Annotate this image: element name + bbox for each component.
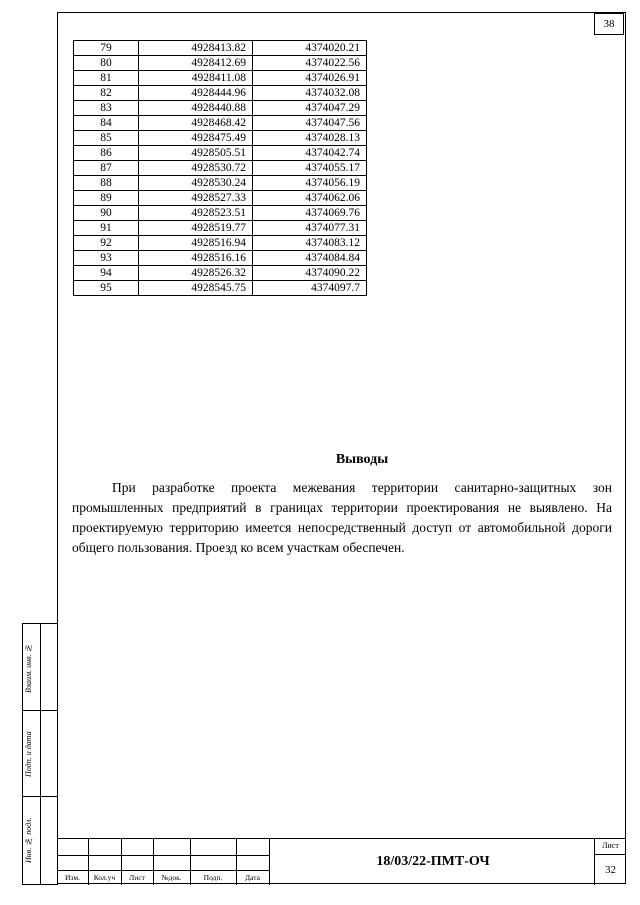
caption-podp: Подп. <box>203 873 223 882</box>
y-coordinate-cell: 4374084.84 <box>253 251 367 266</box>
table-row <box>74 206 367 221</box>
x-coordinate-cell: 4928468.42 <box>139 116 253 131</box>
grid-line <box>57 855 269 856</box>
table-row <box>74 131 367 146</box>
table-row <box>74 221 367 236</box>
table-row <box>74 41 367 56</box>
point-number-cell: 95 <box>74 281 139 296</box>
y-coordinate-cell: 4374083.12 <box>253 236 367 251</box>
table-row <box>74 281 367 296</box>
x-coordinate-cell: 4928505.51 <box>139 146 253 161</box>
side-stamp-divider <box>23 796 57 797</box>
x-coordinate-cell: 4928530.24 <box>139 176 253 191</box>
side-stamp-label-3: Инв. № подл. <box>24 817 33 863</box>
table-row <box>74 161 367 176</box>
sheet-box <box>594 839 626 885</box>
side-stamp <box>22 623 58 885</box>
point-number-cell: 79 <box>74 41 139 56</box>
point-number-cell: 84 <box>74 116 139 131</box>
conclusions-text: При разработке проекта межевания территории санитарно-защитных зон промышленных предприятий в границах территории проектирования не выявлено. На проектируемую территорию имеется непосредственный доступ от автомобильной дороги общего пользования. Проезд ко всем участкам обеспечен. <box>72 480 612 555</box>
y-coordinate-cell: 4374069.76 <box>253 206 367 221</box>
y-coordinate-cell: 4374042.74 <box>253 146 367 161</box>
coordinates-table <box>73 40 367 296</box>
table-row <box>74 146 367 161</box>
side-stamp-divider <box>23 710 57 711</box>
y-coordinate-cell: 4374047.56 <box>253 116 367 131</box>
sheet-label: Лист <box>602 841 619 850</box>
point-number-cell: 82 <box>74 86 139 101</box>
side-stamp-value-column <box>40 624 57 884</box>
x-coordinate-cell: 4928527.33 <box>139 191 253 206</box>
x-coordinate-cell: 4928411.08 <box>139 71 253 86</box>
x-coordinate-cell: 4928519.77 <box>139 221 253 236</box>
table-row <box>74 191 367 206</box>
caption-list: Лист <box>129 873 145 882</box>
point-number-cell: 92 <box>74 236 139 251</box>
table-row <box>74 116 367 131</box>
table-row <box>74 71 367 86</box>
page-top-number: 38 <box>594 13 624 35</box>
y-coordinate-cell: 4374028.13 <box>253 131 367 146</box>
point-number-cell: 93 <box>74 251 139 266</box>
y-coordinate-cell: 4374097.7 <box>253 281 367 296</box>
y-coordinate-cell: 4374022.56 <box>253 56 367 71</box>
table-row <box>74 101 367 116</box>
table-row <box>74 236 367 251</box>
point-number-cell: 81 <box>74 71 139 86</box>
y-coordinate-cell: 4374055.17 <box>253 161 367 176</box>
x-coordinate-cell: 4928516.94 <box>139 236 253 251</box>
x-coordinate-cell: 4928440.88 <box>139 101 253 116</box>
side-stamp-label-2: Подп. и дата <box>24 731 33 777</box>
table-row <box>74 56 367 71</box>
x-coordinate-cell: 4928523.51 <box>139 206 253 221</box>
sheet-number: 32 <box>595 854 626 885</box>
table-row <box>74 266 367 281</box>
x-coordinate-cell: 4928530.72 <box>139 161 253 176</box>
point-number-cell: 87 <box>74 161 139 176</box>
document-code: 18/03/22-ПМТ-ОЧ <box>376 854 490 869</box>
point-number-cell: 86 <box>74 146 139 161</box>
side-stamp-label-1: Взаим. инв. № <box>24 643 33 693</box>
y-coordinate-cell: 4374032.08 <box>253 86 367 101</box>
y-coordinate-cell: 4374047.29 <box>253 101 367 116</box>
point-number-cell: 89 <box>74 191 139 206</box>
caption-ndok: №док. <box>161 873 182 882</box>
y-coordinate-cell: 4374090.22 <box>253 266 367 281</box>
caption-data: Дата <box>245 873 260 882</box>
grid-line <box>57 870 269 871</box>
point-number-cell: 83 <box>74 101 139 116</box>
y-coordinate-cell: 4374077.31 <box>253 221 367 236</box>
x-coordinate-cell: 4928413.82 <box>139 41 253 56</box>
x-coordinate-cell: 4928545.75 <box>139 281 253 296</box>
point-number-cell: 88 <box>74 176 139 191</box>
x-coordinate-cell: 4928516.16 <box>139 251 253 266</box>
x-coordinate-cell: 4928475.49 <box>139 131 253 146</box>
point-number-cell: 90 <box>74 206 139 221</box>
y-coordinate-cell: 4374062.06 <box>253 191 367 206</box>
y-coordinate-cell: 4374020.21 <box>253 41 367 56</box>
point-number-cell: 94 <box>74 266 139 281</box>
y-coordinate-cell: 4374056.19 <box>253 176 367 191</box>
y-coordinate-cell: 4374026.91 <box>253 71 367 86</box>
title-block <box>57 838 626 884</box>
x-coordinate-cell: 4928526.32 <box>139 266 253 281</box>
caption-kol-uch: Кол.уч <box>93 873 116 882</box>
point-number-cell: 80 <box>74 56 139 71</box>
caption-izm: Изм. <box>65 873 80 882</box>
conclusions-heading <box>0 452 640 468</box>
x-coordinate-cell: 4928412.69 <box>139 56 253 71</box>
table-row <box>74 86 367 101</box>
conclusions-heading-text: Выводы <box>335 452 389 467</box>
table-row <box>74 251 367 266</box>
point-number-cell: 91 <box>74 221 139 236</box>
x-coordinate-cell: 4928444.96 <box>139 86 253 101</box>
table-row <box>74 176 367 191</box>
point-number-cell: 85 <box>74 131 139 146</box>
